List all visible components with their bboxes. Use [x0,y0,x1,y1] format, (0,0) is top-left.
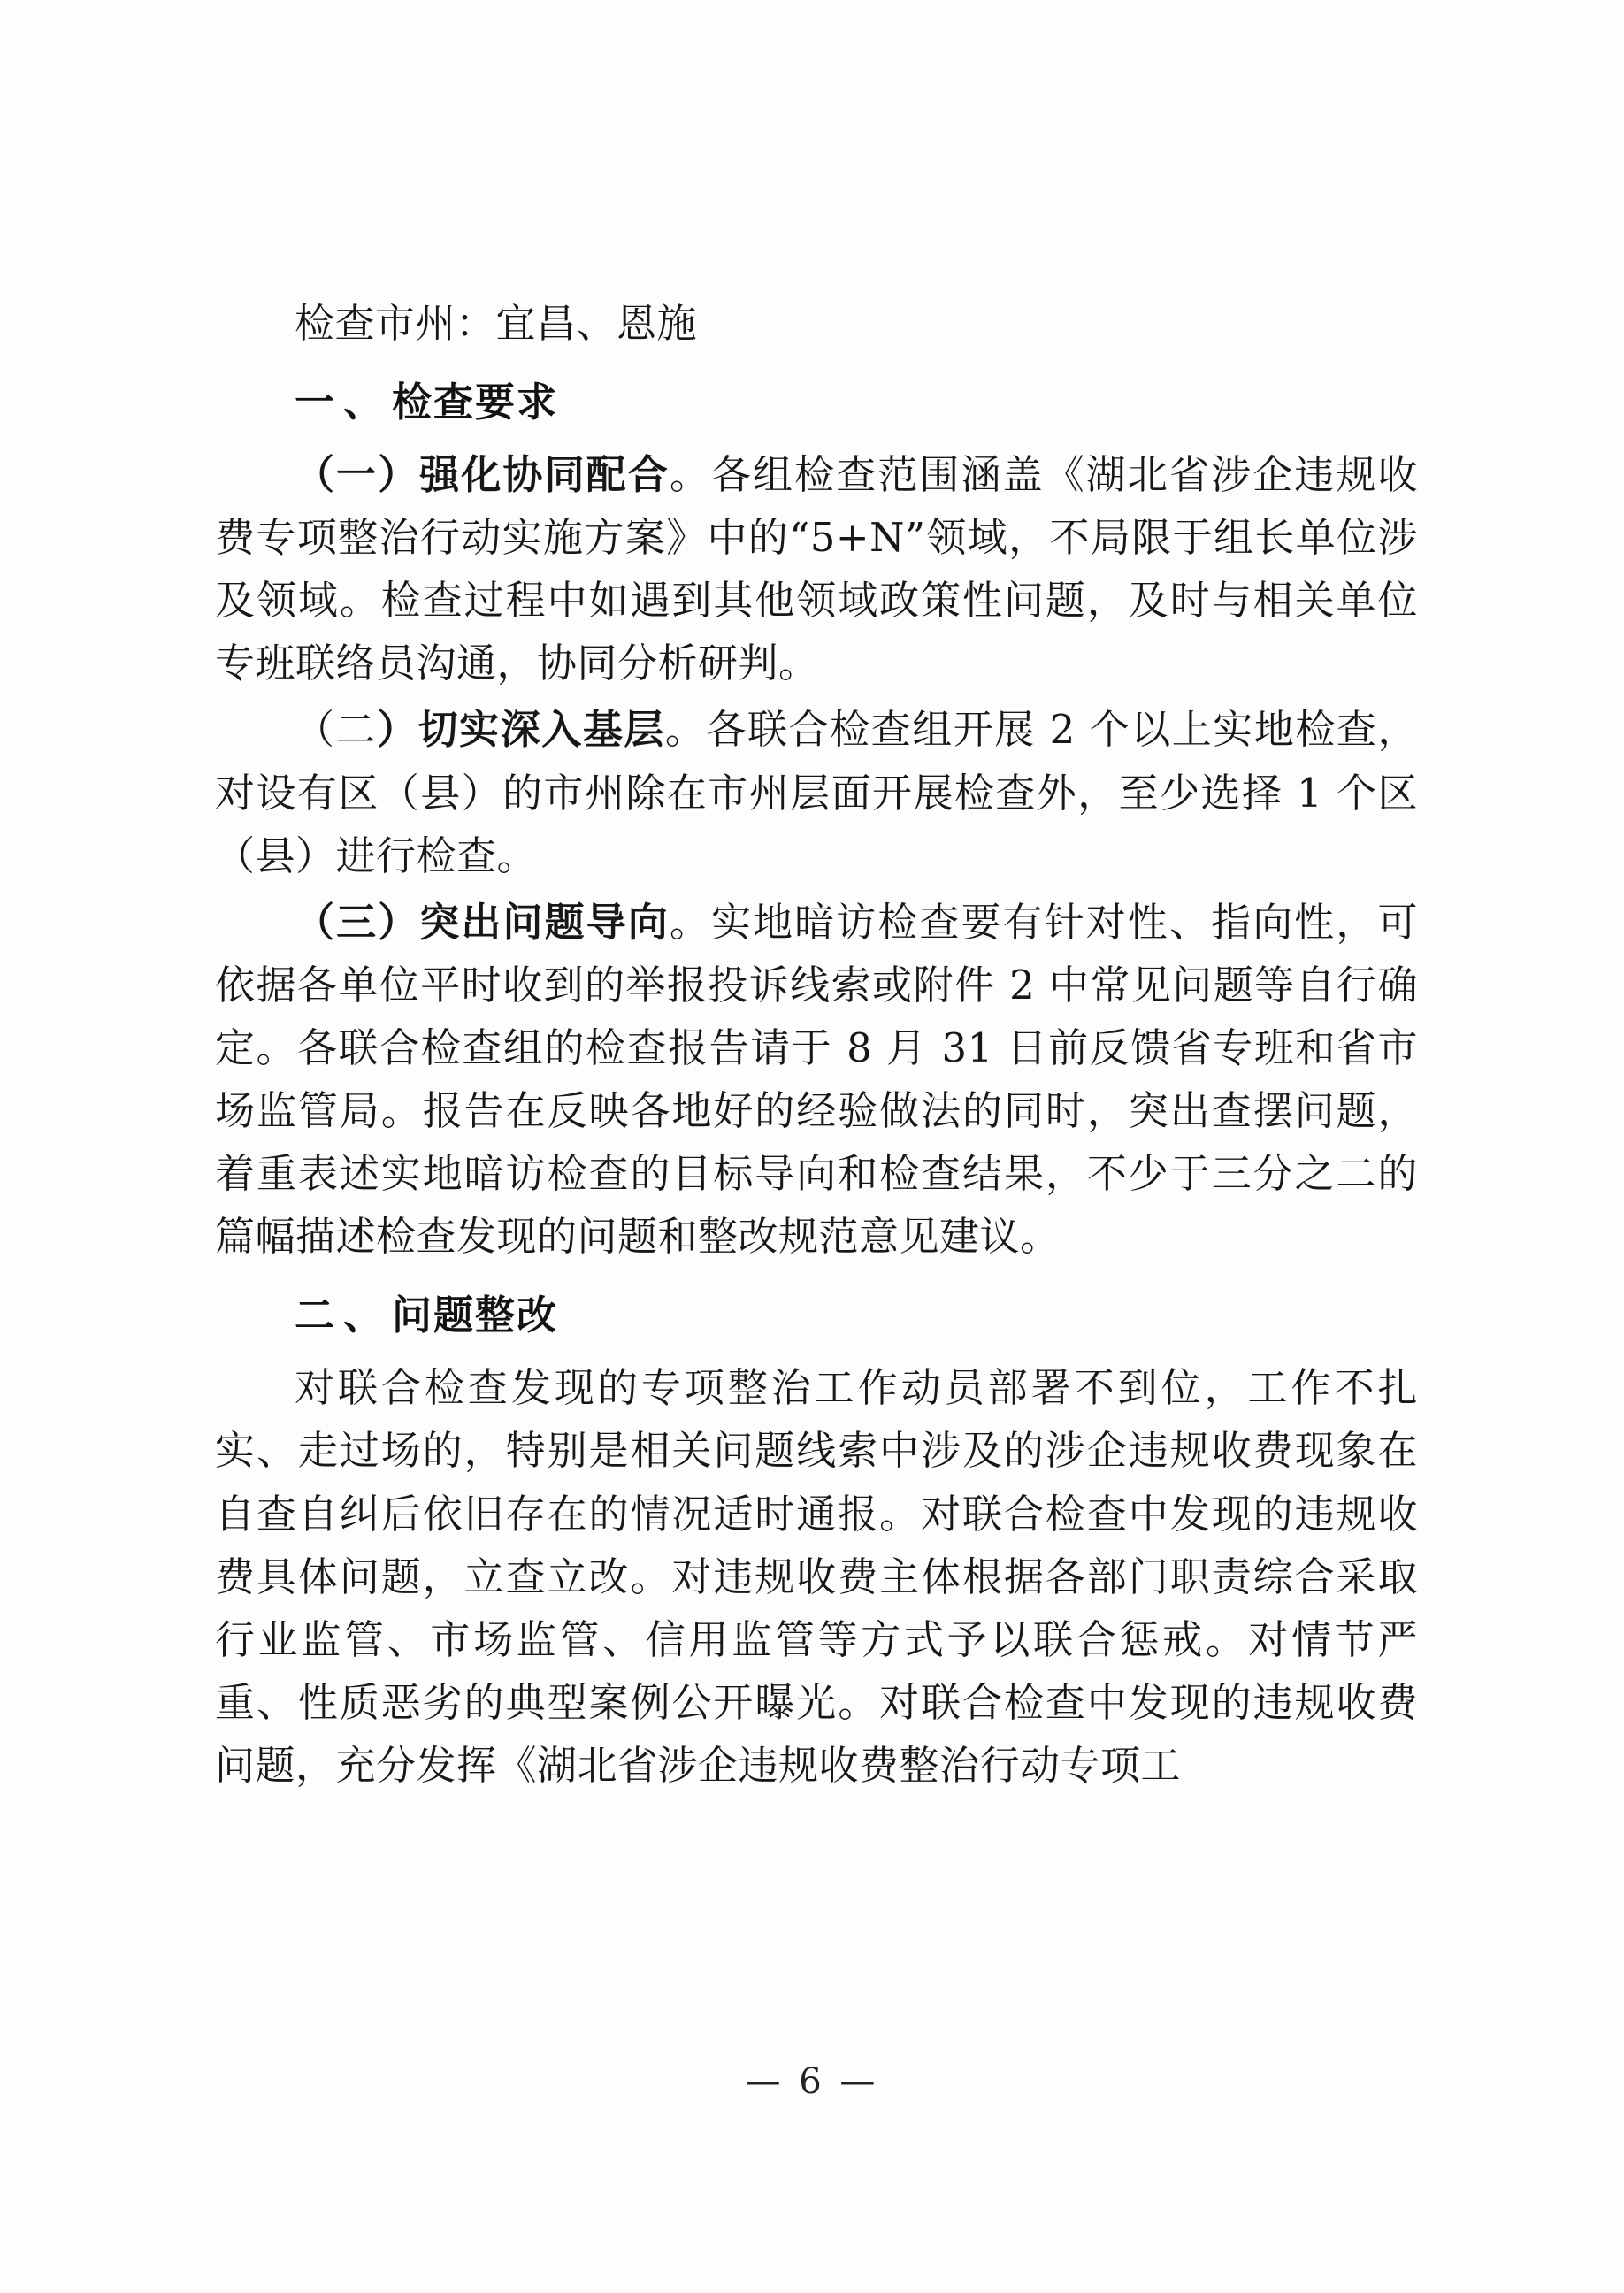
section-heading-text-two: 问题整改 [392,1292,559,1339]
paragraph-item-two [215,698,1418,886]
paragraph-item-one [215,443,1418,694]
section-heading-inspection-requirements [215,371,1418,434]
paragraph-section-two-body: 对联合检查发现的专项整治工作动员部署不到位，工作不扎实、走过场的，特别是相关问题线索中涉及的涉企违规收费现象在自查自纠后依旧存在的情况适时通报。对联合检查中发现的违规收费具体问题，立查立改。对违规收费主体根据各部门职责综合采取行业监管、市场监管、信用监管等方式予以联合惩戒。对情节严重、性质恶劣的典型案例公开曝光。对联合检查中发现的违规收费问题，充分发挥《湖北省涉企违规收费整治行动专项工 [215,1364,1418,1789]
paragraph-item-three-label: （三）突出问题导向 [295,898,670,946]
inspection-cities-line: 检查市州：宜昌、恩施 [295,300,698,347]
section-heading-text: 检查要求 [392,379,559,426]
paragraph-item-one-text: 。各组检查范围涵盖《湖北省涉企违规收费专项整治行动实施方案》中的“5+N”领域，不局限于组长单位涉及领域。检查过程中如遇到其他领域政策性问题，及时与相关单位专班联络员沟通，协同分析研判。 [215,451,1418,687]
section-heading-number-two: 二、 [295,1292,393,1339]
paragraph-item-three-text: 。实地暗访检查要有针对性、指向性，可依据各单位平时收到的举报投诉线索或附件 2 中常见问题等自行确定。各联合检查组的检查报告请于 8 月 31 日前反馈省专班和省市场监管局。报告在反映各地好的经验做法的同时，突出查摆问题，着重表述实地暗访检查的目标导向和检查结果，不少于三分之二的篇幅描述检查发现的问题和整改规范意见建议。 [215,898,1418,1261]
paragraph-item-two-prefix: （二 [295,706,378,754]
document-body [215,292,1418,1800]
paragraph-item-three [215,891,1418,1269]
section-heading-number: 一、 [295,379,393,426]
section-heading-problem-rectification [215,1284,1418,1347]
page-number: — 6 — [745,2061,879,2102]
paragraph-item-two-text: 。各联合检查组开展 2 个以上实地检查，对设有区（县）的市州除在市州层面开展检查外，至少选择 1 个区（县）进行检查。 [215,706,1418,879]
paragraph-item-one-label: （一）强化协同配合 [295,451,670,499]
paragraph-item-two-label: ）切实深入基层 [377,706,665,754]
